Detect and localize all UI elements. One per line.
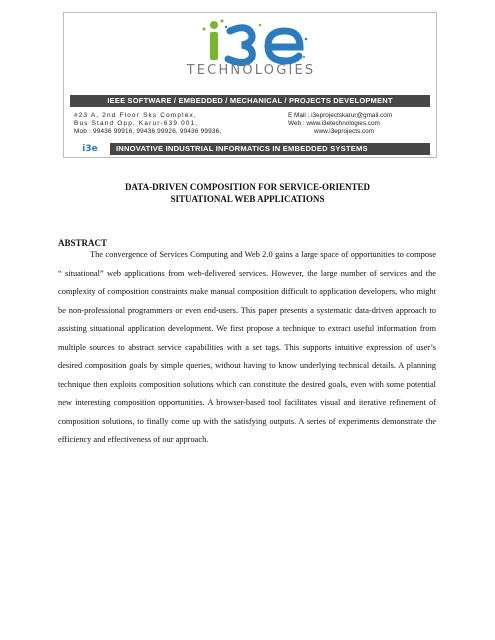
website-1: Web : www.i3etechnologies.com <box>288 120 380 127</box>
phone-numbers: Mob : 99436 99916, 99436 99926, 99436 99936, <box>74 128 222 135</box>
address-line-1: #23 A, 2nd Floor Sks Complex, <box>74 112 197 119</box>
brand-name: TECHNOLOGIES <box>186 63 316 78</box>
abstract-body: The convergence of Services Computing and Web 2.0 gains a large space of opportunities to compose “ situational” web applications from web-delivered services. However, the large number of services and the complexity of composition constraints make manual composition difficult to application developers, who might be non-professional programmers or even end-users. This paper presents a systematic data-driven approach to assisting situational application development. We first propose a technique to extract useful information from multiple sources to abstract service capabilities with a set tags. This supports intuitive expression of user’s desired composition goals by simple queries, without having to know underlying technical details. A planning technique then exploits composition solutions which can constitute the desired goals, even with some potential new interesting composition opportunities. A browser-based tool facilitates visual and iterative refinement of composition solutions, to finally come up with the satisfying outputs. A series of experiments demonstrate the efficiency and effectiveness of our approach. <box>58 250 436 444</box>
paper-title-line-2: SITUATIONAL WEB APPLICATIONS <box>170 194 325 204</box>
mini-logo: i3e <box>70 143 110 155</box>
paper-title <box>0 181 495 205</box>
tagline-banner: IEEE SOFTWARE / EMBEDDED / MECHANICAL / PROJECTS DEVELOPMENT <box>70 95 430 107</box>
paper-title-line-1: DATA-DRIVEN COMPOSITION FOR SERVICE-ORIENTED <box>124 182 371 192</box>
email-address: E Mail : i3eprojectskarur@gmail.com <box>288 112 393 119</box>
company-logo <box>174 17 334 95</box>
innovation-banner <box>70 143 430 155</box>
contact-block <box>74 110 430 140</box>
innovation-banner-text: INNOVATIVE INDUSTRIAL INFORMATICS IN EMBEDDED SYSTEMS <box>116 144 368 153</box>
website-2: www.i3eprojects.com <box>314 128 375 135</box>
company-header <box>63 12 437 158</box>
abstract-heading: ABSTRACT <box>58 238 108 248</box>
address-line-2: Bus Stand Opp, Karur-639 001. <box>74 120 199 127</box>
logo-mark-icon <box>174 17 334 67</box>
